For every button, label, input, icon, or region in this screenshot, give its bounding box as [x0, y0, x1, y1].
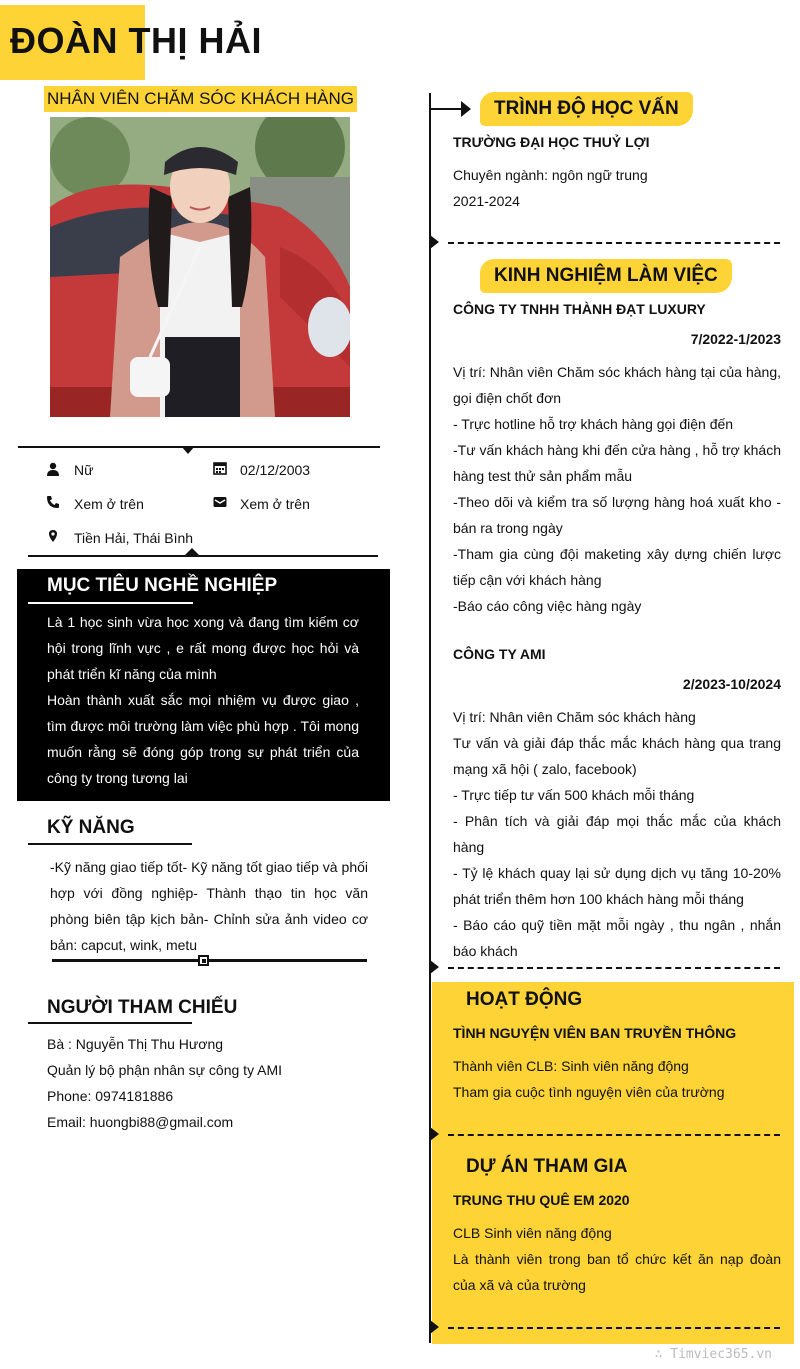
activities-line-1: Thành viên CLB: Sinh viên năng động — [453, 1058, 689, 1074]
education-years: 2021-2024 — [453, 193, 520, 209]
job-2-line-1: Vị trí: Nhân viên Chăm sóc khách hàng — [453, 709, 696, 725]
job-1-line-5: -Tham gia cùng đội maketing xây dựng chiến lược tiếp cận với khách hàng — [453, 546, 781, 588]
phone-icon — [46, 495, 60, 509]
experience-title: KINH NGHIỆM LÀM VIỆC — [480, 259, 732, 293]
objective-text — [47, 609, 359, 791]
job-1-period: 7/2022-1/2023 — [690, 331, 781, 347]
timeline-marker-4 — [430, 1320, 439, 1334]
references-list — [47, 1031, 367, 1135]
timeline-marker-3 — [430, 1127, 439, 1141]
objective-title: MỤC TIÊU NGHỀ NGHIỆP — [47, 575, 278, 596]
skills-text: -Kỹ năng giao tiếp tốt- Kỹ năng tốt giao tiếp và phối hợp với đồng nghiệp- Thành thạo tin học văn phòng biên tập kịch bản- Chỉnh sửa ảnh video cơ bản: capcut, wink, metu — [50, 859, 368, 953]
references-title-underline — [28, 1022, 192, 1024]
profile-photo — [50, 117, 350, 417]
location-icon — [46, 529, 60, 543]
timeline-arrow-stem — [429, 108, 463, 110]
job-2-line-6: - Báo cáo quỹ tiền mặt mỗi ngày , thu ngân , nhắn báo khách — [453, 917, 781, 959]
activities-details — [453, 1053, 781, 1105]
job-1-line-1: Vị trí: Nhân viên Chăm sóc khách hàng tại của hàng, gọi điện chốt đơn — [453, 364, 781, 406]
objective-title-underline — [28, 602, 193, 604]
job-2-line-2: Tư vấn và giải đáp thắc mắc khách hàng qua trang mạng xã hội ( zalo, facebook) — [453, 735, 781, 777]
education-details — [453, 162, 781, 214]
address-value: Tiền Hải, Thái Bình — [74, 530, 194, 546]
user-icon — [46, 462, 60, 476]
timeline-marker-1 — [430, 235, 439, 249]
email-value: Xem ở trên — [240, 496, 310, 512]
timeline-line — [429, 93, 431, 1343]
activities-role: TÌNH NGUYỆN VIÊN BAN TRUYỀN THÔNG — [453, 1025, 737, 1041]
reference-name: Bà : Nguyễn Thị Thu Hương — [47, 1036, 224, 1052]
dob-value: 02/12/2003 — [240, 462, 311, 478]
phone-value: Xem ở trên — [74, 496, 144, 512]
skills-bar-marker — [198, 955, 209, 966]
project-line-2: Là thành viên trong ban tổ chức kết ăn nạp đoàn của xã và của trường — [453, 1251, 781, 1293]
job-2-period: 2/2023-10/2024 — [682, 676, 781, 692]
job-title: NHÂN VIÊN CHĂM SÓC KHÁCH HÀNG — [44, 86, 357, 112]
experience-divider — [448, 967, 780, 969]
job-1-company: CÔNG TY TNHH THÀNH ĐẠT LUXURY — [453, 301, 706, 317]
objective-line-1: Là 1 học sinh vừa học xong và đang tìm kiếm cơ hội trong lĩnh vực , e rất mong được học hỏi và phát triển kĩ năng của mình — [47, 614, 359, 682]
job-2-line-5: - Tỷ lệ khách quay lại sử dụng dịch vụ tăng 10-20% phát triển thêm hơn 100 khách hàng mỗi tháng — [453, 865, 781, 907]
education-major: Chuyên ngành: ngôn ngữ trung — [453, 167, 648, 183]
job-2-company: CÔNG TY AMI — [453, 646, 546, 662]
education-divider — [448, 242, 780, 244]
projects-divider — [448, 1327, 780, 1329]
job-2-line-4: - Phân tích và giải đáp mọi thắc mắc của khách hàng — [453, 813, 781, 855]
job-1-details — [453, 359, 781, 619]
timeline-arrow-head — [461, 101, 471, 117]
job-2-details — [453, 704, 781, 964]
job-1-line-6: -Báo cáo công việc hàng ngày — [453, 598, 642, 614]
watermark-text: Timviec365.vn — [670, 1347, 772, 1362]
job-1-line-4: -Theo dõi và kiểm tra số lượng hàng hoá xuất kho - bán ra trong ngày — [453, 494, 781, 536]
references-title: NGƯỜI THAM CHIẾU — [47, 997, 238, 1018]
projects-title: DỰ ÁN THAM GIA — [466, 1156, 628, 1177]
skills-title-underline — [28, 843, 192, 845]
activities-divider — [448, 1134, 780, 1136]
project-details — [453, 1220, 781, 1298]
job-1-line-2: - Trực hotline hỗ trợ khách hàng gọi điện đến — [453, 416, 734, 432]
watermark: ∴ Timviec365.vn — [654, 1347, 772, 1362]
job-1-line-3: -Tư vấn khách hàng khi đến cửa hàng , hỗ trợ khách hàng test thử sản phẩm mẫu — [453, 442, 781, 484]
education-school: TRƯỜNG ĐẠI HỌC THUỶ LỢI — [453, 134, 650, 150]
reference-phone: Phone: 0974181886 — [47, 1088, 174, 1104]
job-2-line-3: - Trực tiếp tư vấn 500 khách mỗi tháng — [453, 787, 695, 803]
divider-arrow-down — [181, 446, 195, 454]
gender-value: Nữ — [74, 462, 94, 478]
skills-bar — [52, 959, 367, 962]
reference-email: Email: huongbi88@gmail.com — [47, 1114, 234, 1130]
activities-title: HOẠT ĐỘNG — [466, 989, 583, 1010]
email-icon — [213, 495, 227, 509]
objective-line-2: Hoàn thành xuất sắc mọi nhiệm vụ được giao , tìm được môi trường làm việc phù hợp . Tôi mong muốn rằng sẽ đóng góp trong sự phát triển của công ty trong tương lai — [47, 692, 359, 786]
education-title: TRÌNH ĐỘ HỌC VẤN — [480, 92, 693, 126]
activities-line-2: Tham gia cuộc tình nguyện viên của trường — [453, 1084, 725, 1100]
reference-position: Quản lý bộ phận nhân sự công ty AMI — [47, 1062, 283, 1078]
project-name: TRUNG THU QUÊ EM 2020 — [453, 1192, 630, 1208]
contact-bottom-divider — [28, 555, 378, 557]
divider-arrow-up — [184, 548, 200, 556]
candidate-name: ĐOÀN THỊ HẢI — [10, 20, 262, 61]
skills-title: KỸ NĂNG — [47, 817, 135, 838]
contact-top-divider — [18, 446, 380, 448]
timeline-marker-2 — [430, 960, 439, 974]
calendar-icon — [213, 461, 227, 475]
project-line-1: CLB Sinh viên năng động — [453, 1225, 612, 1241]
